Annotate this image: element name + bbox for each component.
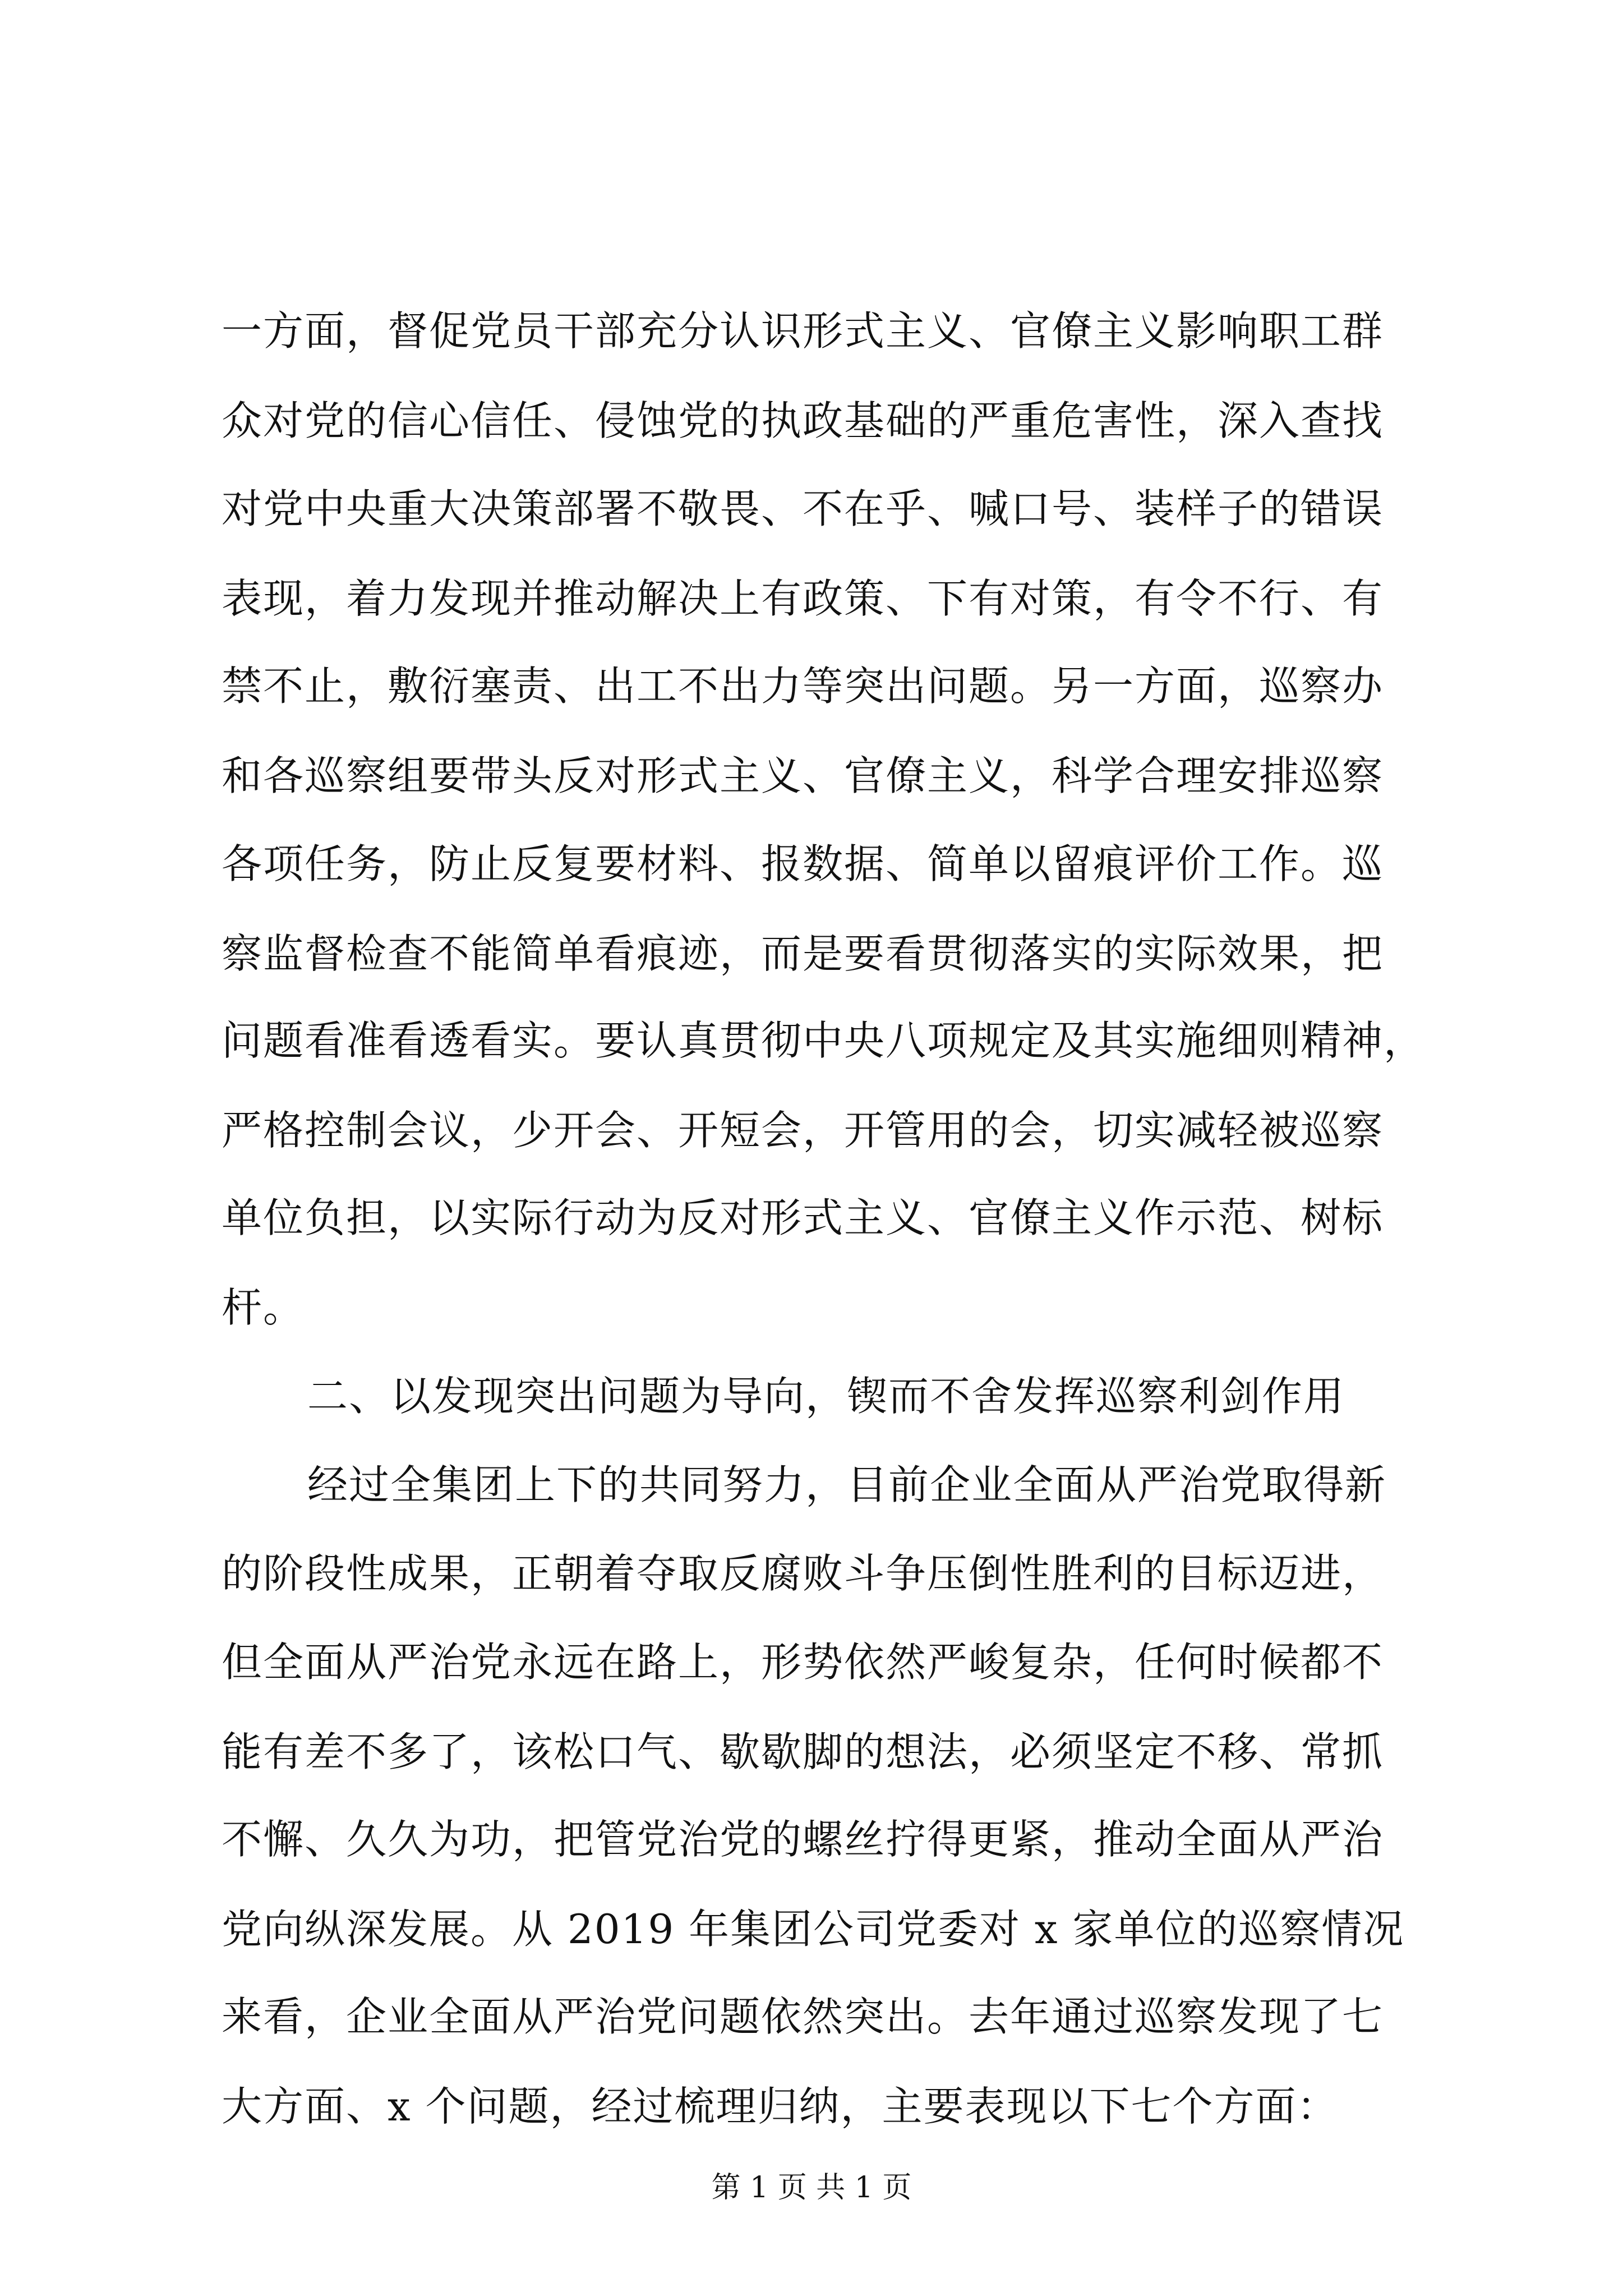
body-line-10: 严格控制会议，少开会、开短会，开管用的会，切实减轻被巡察 xyxy=(222,1107,1384,1154)
body-line-7: 各项任务，防止反复要材料、报数据、简单以留痕评价工作。巡 xyxy=(222,840,1384,887)
body-line-19: 来看，企业全面从严治党问题依然突出。去年通过巡察发现了七 xyxy=(222,1993,1384,2040)
body-line-2: 众对党的信心信任、侵蚀党的执政基础的严重危害性，深入查找 xyxy=(222,397,1384,444)
body-line-4: 表现，着力发现并推动解决上有政策、下有对策，有令不行、有 xyxy=(222,575,1384,622)
body-line-20: 大方面、x 个问题，经过梳理归纳，主要表现以下七个方面： xyxy=(222,2083,1339,2130)
body-line-12: 杆。 xyxy=(222,1284,305,1331)
body-line-17: 不懈、久久为功，把管党治党的螺丝拧得更紧，推动全面从严治 xyxy=(222,1816,1384,1863)
body-line-14: 的阶段性成果，正朝着夺取反腐败斗争压倒性胜利的目标迈进， xyxy=(222,1550,1384,1597)
body-line-5: 禁不止，敷衍塞责、出工不出力等突出问题。另一方面，巡察办 xyxy=(222,662,1384,710)
body-line-9: 问题看准看透看实。要认真贯彻中央八项规定及其实施细则精神， xyxy=(222,1017,1426,1064)
body-line-6: 和各巡察组要带头反对形式主义、官僚主义，科学合理安排巡察 xyxy=(222,752,1384,799)
body-line-15: 但全面从严治党永远在路上，形势依然严峻复杂，任何时候都不 xyxy=(222,1639,1384,1686)
body-line-13: 经过全集团上下的共同努力，目前企业全面从严治党取得新 xyxy=(307,1461,1387,1508)
body-line-1: 一方面，督促党员干部充分认识形式主义、官僚主义影响职工群 xyxy=(222,307,1384,355)
body-line-3: 对党中央重大决策部署不敬畏、不在乎、喊口号、装样子的错误 xyxy=(222,485,1384,532)
section-heading: 二、以发现突出问题为导向，锲而不舍发挥巡察利剑作用 xyxy=(307,1373,1345,1420)
body-line-16: 能有差不多了，该松口气、歇歇脚的想法，必须坚定不移、常抓 xyxy=(222,1728,1384,1775)
page-number-footer: 第 1 页 共 1 页 xyxy=(711,2171,912,2205)
body-line-18: 党向纵深发展。从 2019 年集团公司党委对 x 家单位的巡察情况 xyxy=(222,1906,1405,1953)
body-line-8: 察监督检查不能简单看痕迹，而是要看贯彻落实的实际效果，把 xyxy=(222,930,1384,977)
body-line-11: 单位负担，以实际行动为反对形式主义、官僚主义作示范、树标 xyxy=(222,1194,1384,1241)
